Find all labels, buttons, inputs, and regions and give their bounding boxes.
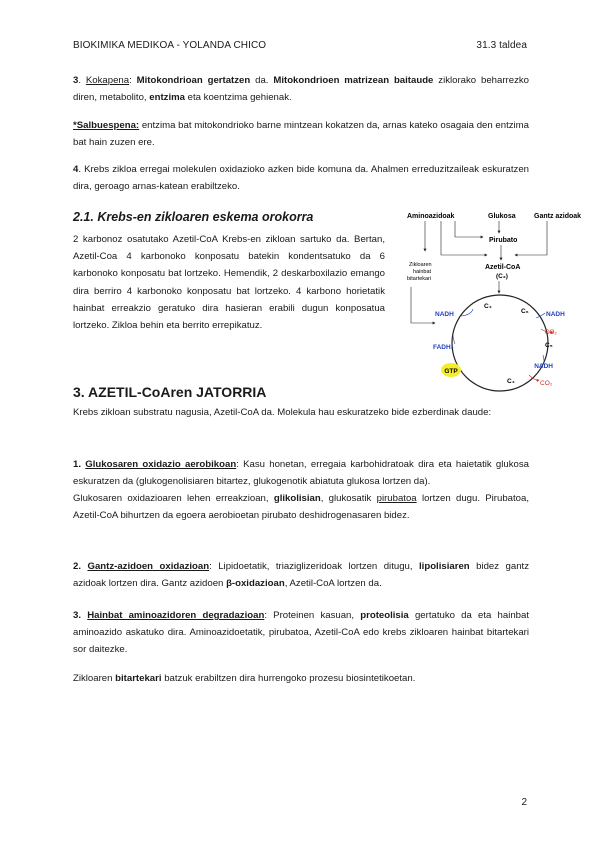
header-left: BIOKIMIKA MEDIKOA - YOLANDA CHICO (73, 40, 267, 51)
text: : Proteinen kasuan, (264, 610, 355, 621)
cycle-circle (452, 295, 548, 391)
arrow-nadh-bottom (543, 355, 544, 363)
text: : Lipidoetatik, triaziglizeridoak lortzen ditugu, (209, 561, 413, 572)
bold-text: glikolisian (273, 493, 321, 504)
text: . Krebs zikloa erregai molekulen oxidazioko azken bide komuna da. Ahalmen erreduzitzaileak eskuratzen dira, geroago arnas-katean erabiltzeko. (73, 164, 529, 192)
label-gantz-azidoak: Gantz azidoak (534, 213, 582, 220)
arrow-fadh2 (453, 335, 455, 344)
text: da. (255, 75, 269, 86)
item-number: 1. (73, 459, 82, 470)
paragraph-bitartekariak (73, 670, 529, 687)
bold-text: β-oxidazioan (226, 578, 285, 589)
bold-text: Mitokondrioen matrizean baitaude (273, 75, 434, 86)
label-nadh-right: NADH (546, 311, 565, 318)
label-c4-top: C₄ (484, 303, 492, 310)
text: bidez gantz azidoak lortzen dira. Gantz azidoen (73, 561, 529, 589)
text: , Azetil-CoA lortzen da. (284, 578, 382, 589)
header-right: 31.3 taldea (476, 40, 527, 51)
label-co2-top: CO₂ (544, 329, 557, 336)
bold-text: proteolisia (360, 610, 409, 621)
bold-text: lipolisiaren (419, 561, 470, 572)
item-number: 4 (73, 164, 79, 175)
label-pirubato: Pirubato (489, 237, 518, 244)
text: ziklorako beharrezko diren, metabolito, (73, 75, 529, 103)
bold-text: entzima (149, 92, 185, 103)
arrow-aminoazidoak-azetil (441, 221, 487, 255)
text: gertatuko da eta hainbat aminoazido askatuko dira. Aminoazidoetatik, pirubatoa, Azetil-CoA edo krebs zikloaren hainbat bitartekari sor daitezke. (73, 610, 530, 655)
label-glukosa: Glukosa (488, 213, 516, 220)
text: Zikloaren (73, 673, 113, 684)
label-c5: C₅ (545, 342, 553, 349)
text: : Kasu honetan, erregaia karbohidratoak dira eta haietatik glukosa eskuratzen da (glukogenolisiaren bitartez, glukogenotik abiatuta glukosa lortzen da). (73, 459, 530, 487)
text: , glukosatik (320, 493, 372, 504)
label-gtp: GTP (444, 368, 458, 375)
term-salbuespena: *Salbuespena: (73, 120, 140, 131)
label-hainbat: hainbat (413, 269, 432, 275)
term-kokapena: Kokapena (85, 75, 130, 86)
arrow-gantz-azetil (515, 221, 547, 255)
item-number: 3. (73, 610, 82, 621)
paragraph-aminoazidoak (73, 607, 529, 658)
arrow-bitartekari-zikloa (411, 287, 435, 323)
label-fadh2: FADH₂ (433, 344, 454, 351)
underlined-text: pirubatoa (376, 493, 417, 504)
label-nadh-left: NADH (435, 311, 454, 318)
paragraph-gantz-azidoak (73, 558, 529, 592)
section-title-2-1: 2.1. Krebs-en zikloaren eskema orokorra (73, 210, 314, 224)
separator: : (129, 75, 132, 86)
term-aminoazidoak: Hainbat aminoazidoren degradazioan (87, 610, 265, 621)
page-number: 2 (521, 797, 527, 808)
krebs-cycle-diagram (395, 205, 582, 390)
text: entzima bat mitokondrioko barne mintzean kokatzen da, arnas kateko osagaia den entzima bat hain zuzen ere. (73, 120, 529, 148)
term-glukosa: Glukosaren oxidazio aerobikoan (85, 459, 237, 470)
section-2-1-text: 2 karbonoz osatutako Azetil-CoA Krebs-en zikloan sartuko da. Bertan, Azetil-Coa 4 karbonoko konposatu batekin kondentsatuko da 6 karbonoko konposatu bat lortzeko. Hemendik, 2 deskarboxilazio emango dira berriro 4 karbonoko konposatu bat lortzeko. 4 karbono horietatik hainbat erreakzio geratuko dira hasieran erabili dugun konposatua lortzeko. Zikloa behin eta berrito errepikatuz. (73, 234, 385, 332)
bold-text: bitartekari (115, 673, 162, 684)
label-aminoazidoak: Aminoazidoak (407, 213, 455, 220)
text: eta koentzima gehienak. (187, 92, 292, 103)
item-number: 2. (73, 561, 82, 572)
text: batzuk erabiltzen dira hurrengoko prozesu biosintetikoetan. (164, 673, 416, 684)
paragraph-kokapena: 3. Kokapena: Mitokondrioan gertatzen da. Mitokondrioen matrizean baitaude ziklorako beharrezko diren, metabolito, entzima eta koentzima gehienak. (73, 75, 529, 103)
item-number: 3 (73, 75, 79, 86)
label-c2: (C₂) (496, 273, 508, 280)
paragraph-glukosa (73, 456, 529, 524)
bold-text: Mitokondrioan gertatzen (136, 75, 251, 86)
label-co2-bottom: CO₂ (540, 380, 553, 387)
label-c6: C₆ (521, 308, 529, 315)
label-c4-bottom: C₄ (507, 378, 515, 385)
label-nadh-bottom: NADH (534, 363, 553, 370)
label-bitartekari: bitartekari (407, 276, 432, 282)
arrow-aminoazidoak-pirubato (455, 221, 483, 237)
paragraph-intro: Krebs zikloan substratu nagusia, Azetil-CoA da. Molekula hau eskuratzeko bide ezberdinak daude: (73, 407, 492, 418)
label-azetil-coa: Azetil-CoA (485, 264, 521, 271)
text: Glukosaren oxidazioaren lehen erreakzioan, (73, 493, 269, 504)
section-title-3: 3. AZETIL-CoAren JATORRIA (73, 384, 267, 400)
label-zikloaren: Zikloaren (409, 262, 432, 268)
text: lortzen dugu. Pirubatoa, Azetil-CoA bihurtzen da egoera aerobioetan pirubato deshidrogenasaren bidez. (73, 493, 530, 521)
term-gantz-azidoen: Gantz-azidoen oxidazioan (87, 561, 210, 572)
paragraph-krebs-oxidazioa (73, 161, 529, 195)
paragraph-salbuespena (73, 117, 529, 151)
